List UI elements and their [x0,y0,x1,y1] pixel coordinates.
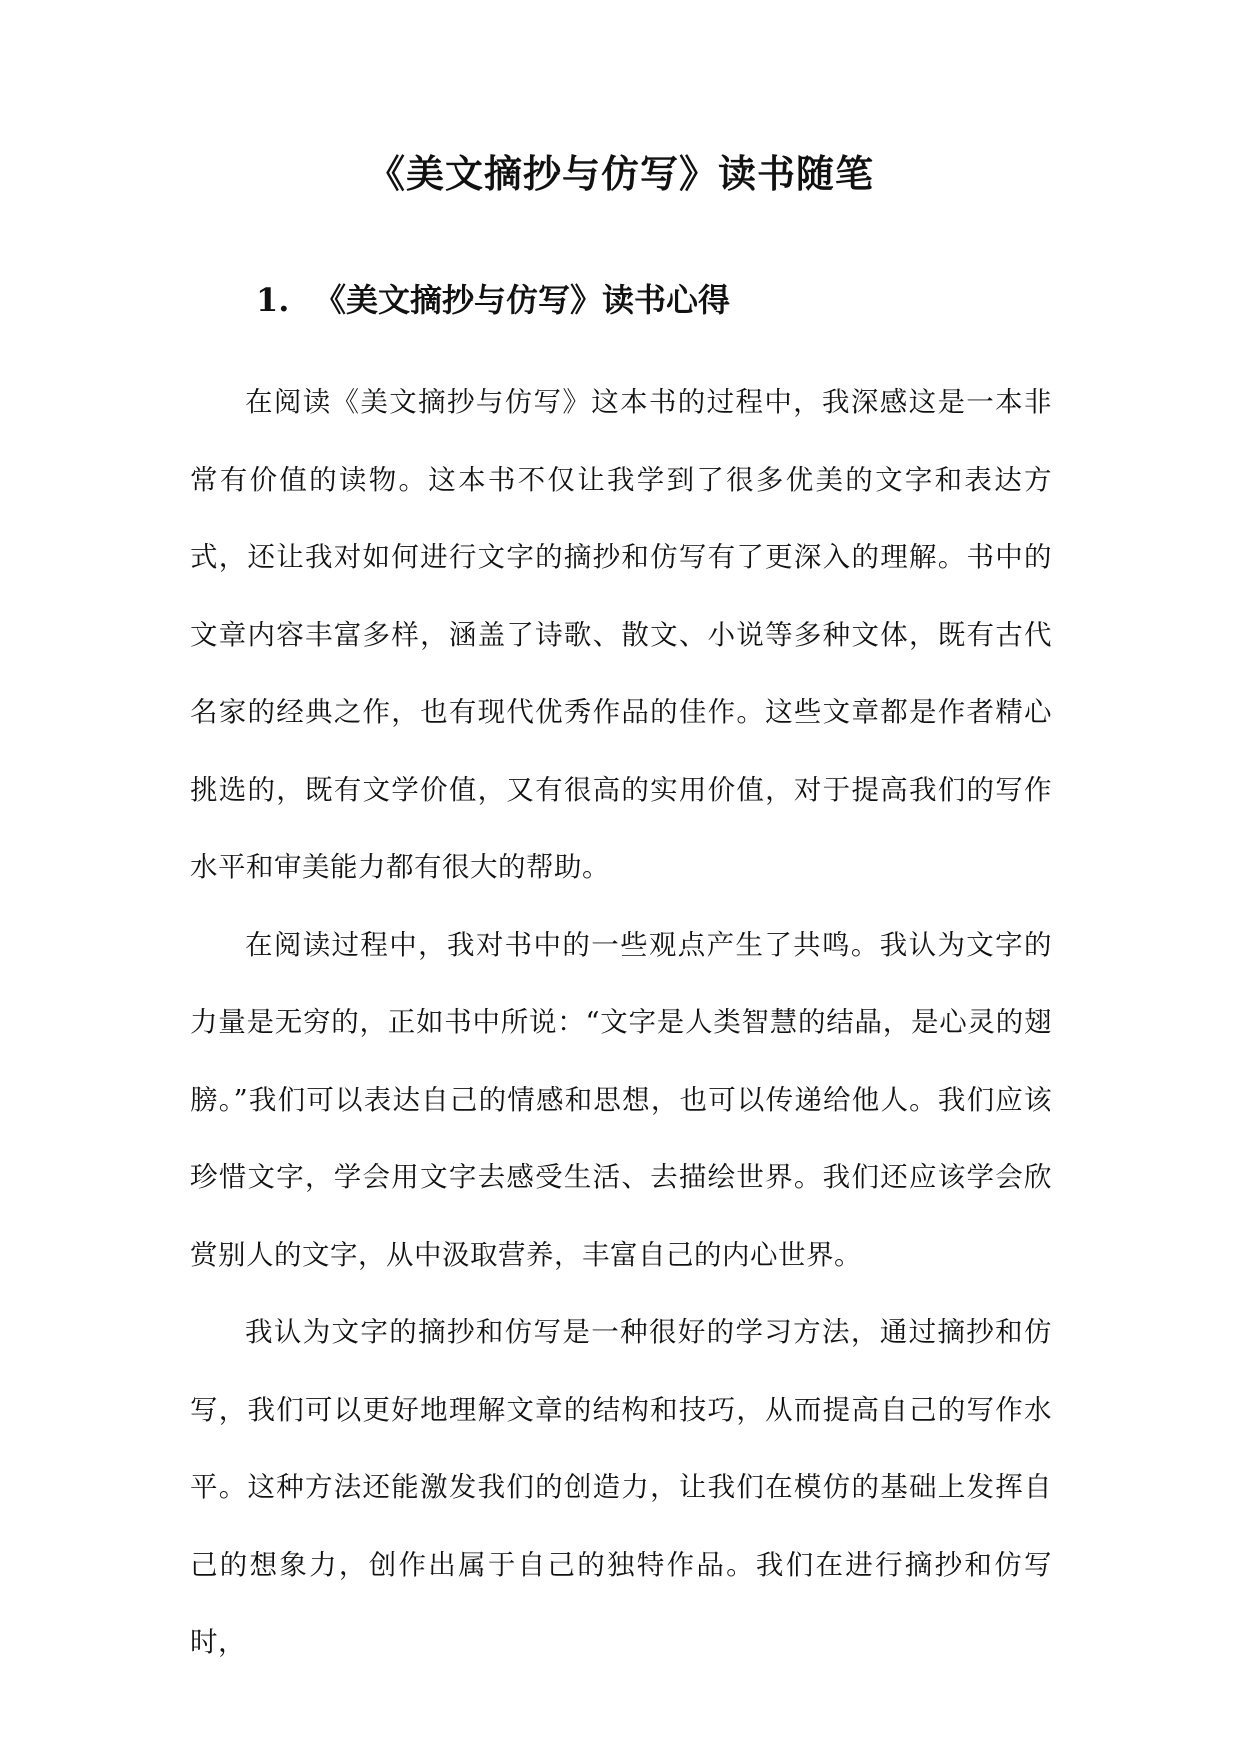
section-heading-text: 《美文摘抄与仿写》读书心得 [314,281,731,319]
section-heading [256,278,730,322]
paragraph-1: 在阅读《美文摘抄与仿写》这本书的过程中，我深感这是一本非常有价值的读物。这本书不仅让我学到了很多优美的文字和表达方式，还让我对如何进行文字的摘抄和仿写有了更深入的理解。书中的文章内容丰富多样，涵盖了诗歌、散文、小说等多种文体，既有古代名家的经典之作，也有现代优秀作品的佳作。这些文章都是作者精心挑选的，既有文学价值，又有很高的实用价值，对于提高我们的写作水平和审美能力都有很大的帮助。 [190,386,1052,883]
paragraph-2: 在阅读过程中，我对书中的一些观点产生了共鸣。我认为文字的力量是无穷的，正如书中所说：“文字是人类智慧的结晶，是心灵的翅膀。”我们可以表达自己的情感和思想，也可以传递给他人。我们应该珍惜文字，学会用文字去感受生活、去描绘世界。我们还应该学会欣赏别人的文字，从中汲取营养，丰富自己的内心世界。 [190,928,1052,1271]
document-title: 《美文摘抄与仿写》读书随笔 [366,151,874,196]
paragraph-3: 我认为文字的摘抄和仿写是一种很好的学习方法，通过摘抄和仿写，我们可以更好地理解文章的结构和技巧，从而提高自己的写作水平。这种方法还能激发我们的创造力，让我们在模仿的基础上发挥自己的想象力，创作出属于自己的独特作品。我们在进行摘抄和仿写时， [190,1316,1052,1658]
section-body [190,364,1052,1682]
section-number: 1. [256,281,290,319]
